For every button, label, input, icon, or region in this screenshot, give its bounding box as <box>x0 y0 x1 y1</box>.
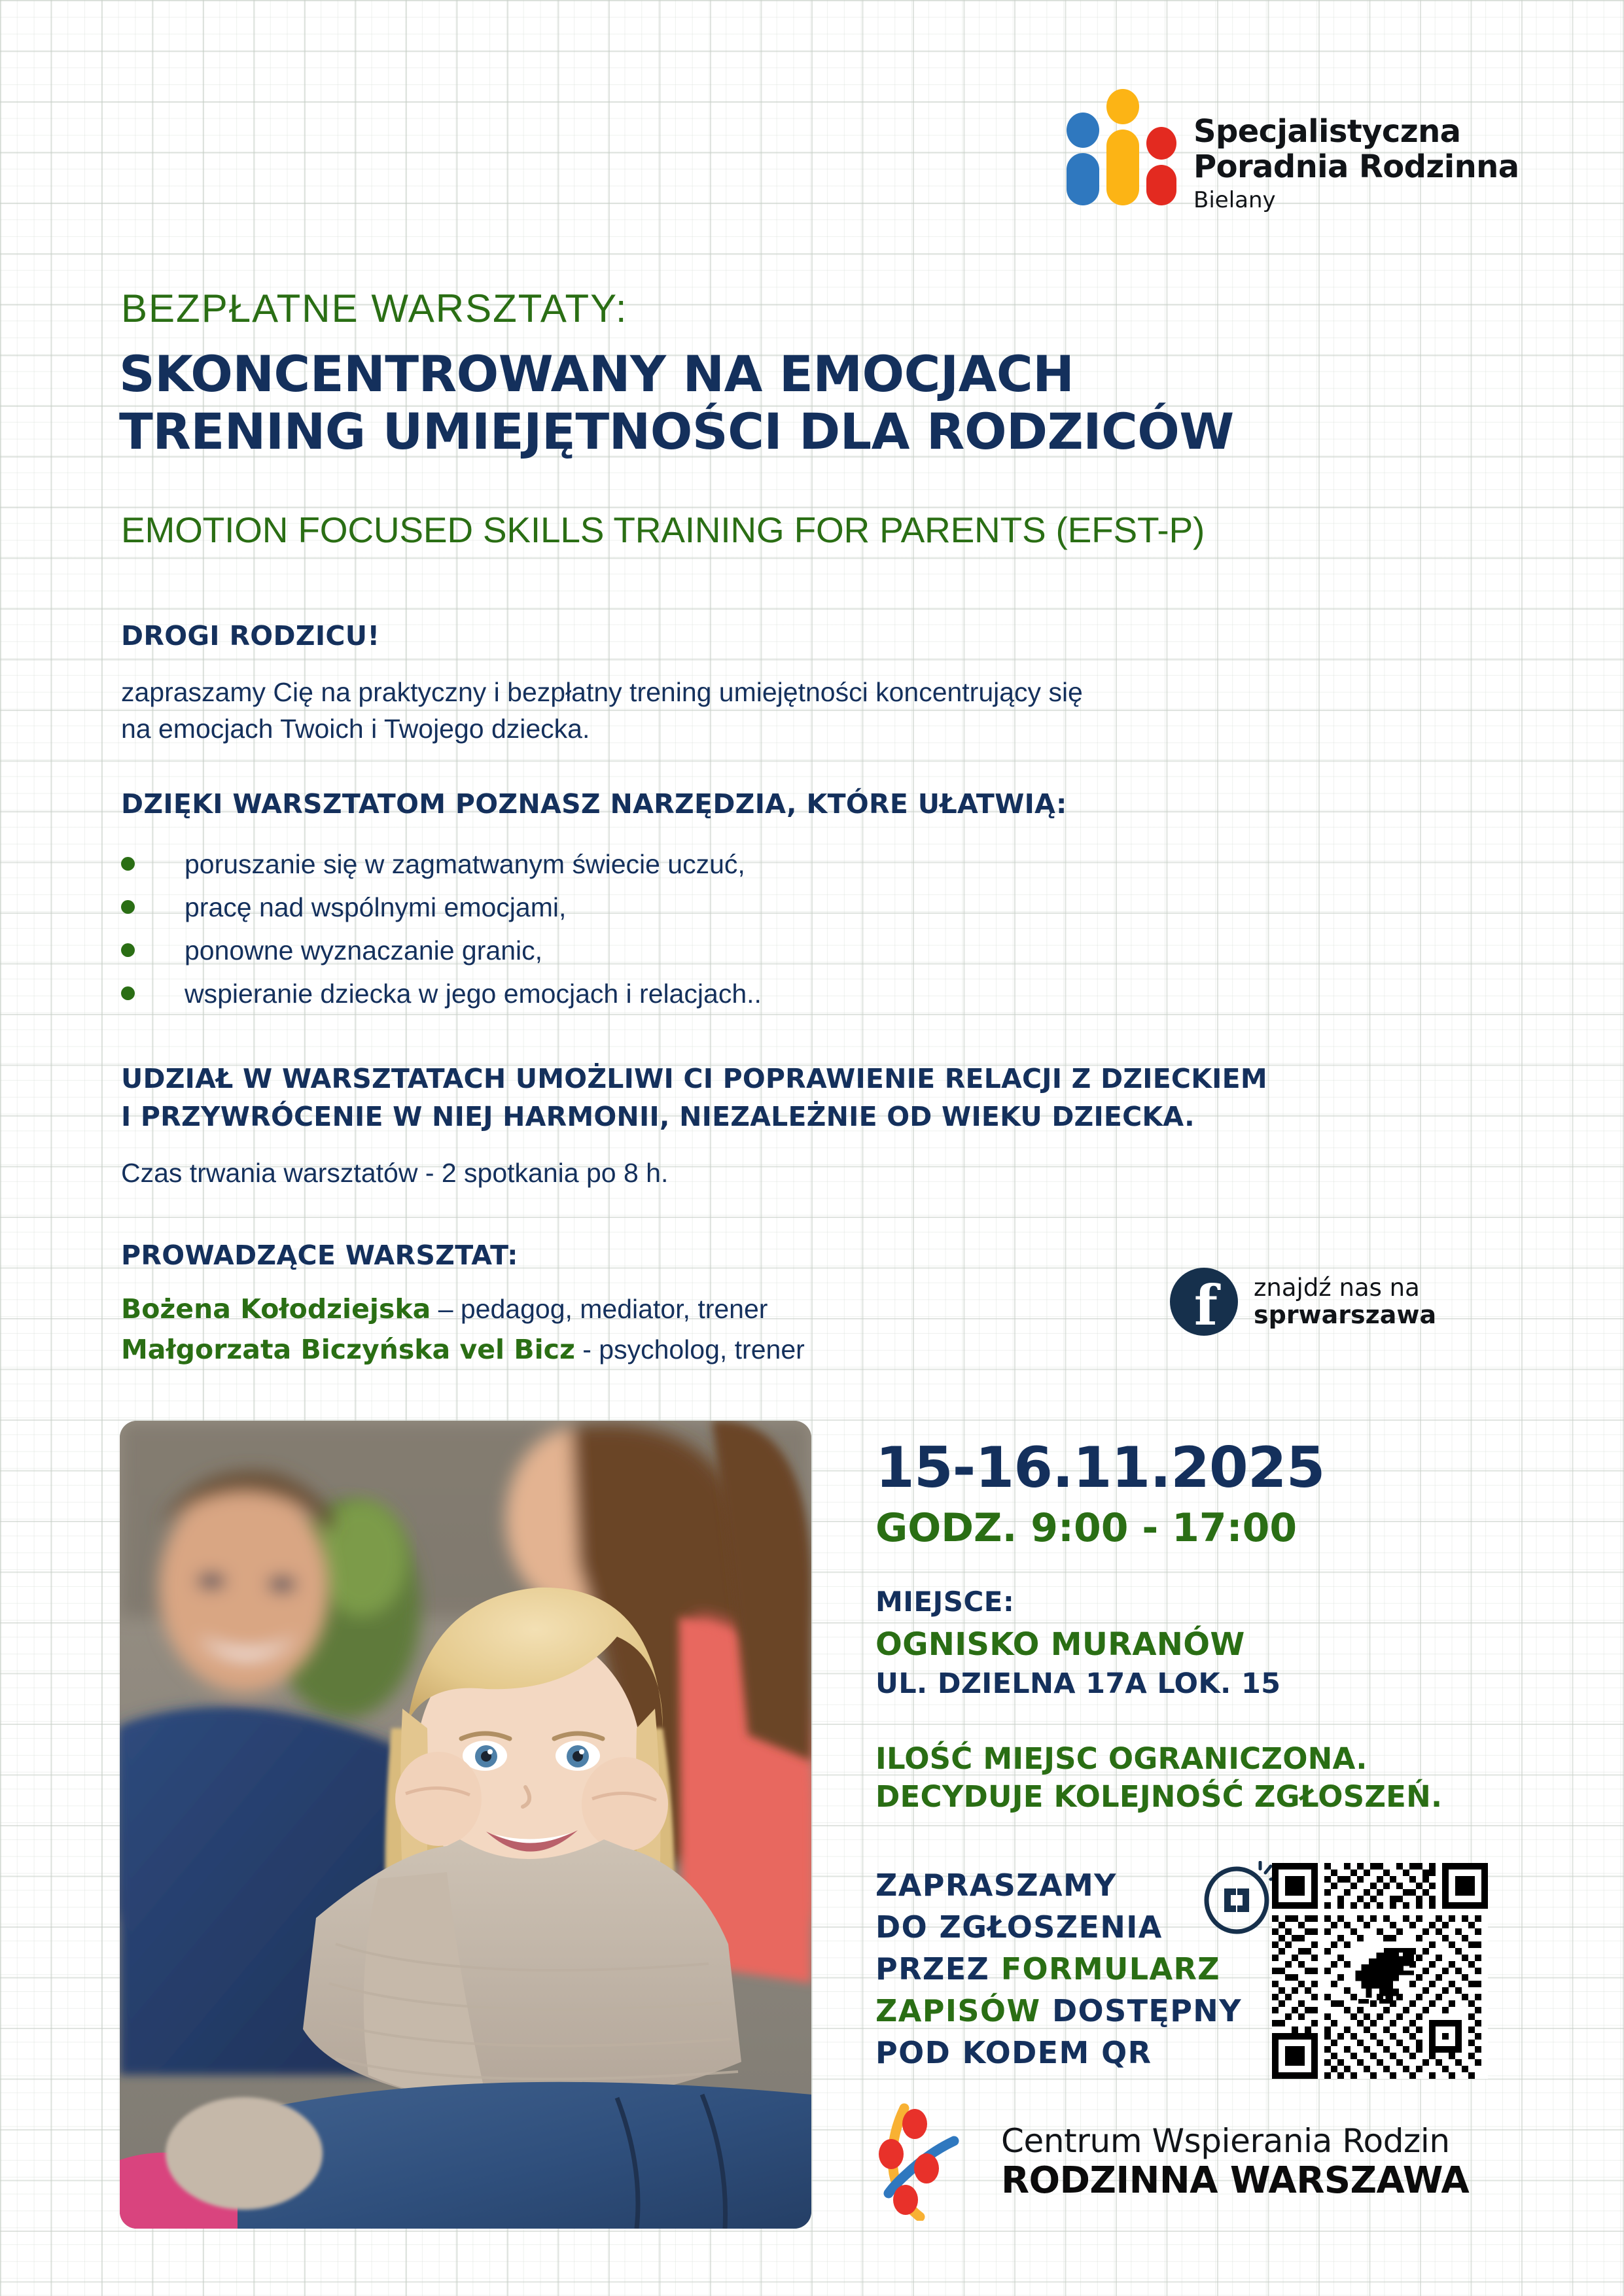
logo-line-1: Specjalistyczna <box>1193 113 1461 150</box>
benefit-line-1: UDZIAŁ W WARSZTATACH UMOŻLIWI CI POPRAWIENIE RELACJI Z DZIECKIEM <box>121 1063 1267 1094</box>
cta-line-3-a: PRZEZ <box>875 1951 1001 1987</box>
list-item-label: pracę nad wspólnymi emocjami, <box>185 892 567 922</box>
bullet-dot-icon <box>121 857 135 871</box>
page-title <box>119 345 1234 461</box>
logo-wordmark <box>1193 110 1519 215</box>
logo-line-3: Bielany <box>1193 187 1276 213</box>
page-subtitle: EMOTION FOCUSED SKILLS TRAINING FOR PARENTS (EFST-P) <box>121 510 1205 550</box>
limited-places-notice <box>875 1740 1442 1816</box>
cta-line-4-b: DOSTĘPNY <box>1040 1993 1242 2028</box>
trainer-row <box>121 1329 805 1370</box>
event-dates: 15-16.11.2025 <box>875 1435 1325 1501</box>
trainers-heading: PROWADZĄCE WARSZTAT: <box>121 1240 518 1271</box>
list-item <box>121 887 762 930</box>
place-name: OGNISKO MURANÓW <box>875 1626 1245 1663</box>
place-label: MIEJSCE: <box>875 1586 1015 1618</box>
trainer-name: Małgorzata Biczyńska vel Bicz <box>121 1334 575 1365</box>
cta-line-1: ZAPRASZAMY <box>875 1868 1117 1903</box>
bullet-dot-icon <box>121 943 135 957</box>
benefits-list <box>121 844 762 1017</box>
figure-red-icon <box>1146 127 1176 205</box>
cta-line-3-b: FORMULARZ <box>1000 1951 1221 1987</box>
qr-scan-icon <box>1200 1861 1279 1939</box>
cta-line-4 <box>875 1990 1242 2032</box>
intro-line-1: zapraszamy Cię na praktyczny i bezpłatny trening umiejętności koncentrujący się <box>121 677 1083 707</box>
trainer-role: - psycholog, trener <box>574 1334 805 1365</box>
event-hours: GODZ. 9:00 - 17:00 <box>875 1505 1297 1551</box>
facebook-text <box>1254 1274 1436 1329</box>
bottom-logo-line-2: RODZINNA WARSZAWA <box>1001 2159 1470 2202</box>
eyebrow-label: BEZPŁATNE WARSZTATY: <box>121 287 628 330</box>
centrum-wspierania-rodzin-logo <box>877 2103 1469 2221</box>
limited-line-2: DECYDUJE KOLEJNOŚĆ ZGŁOSZEŃ. <box>875 1779 1443 1814</box>
trainer-name: Bożena Kołodziejska <box>121 1293 431 1325</box>
qr-code[interactable] <box>1272 1863 1488 2079</box>
title-line-1: SKONCENTROWANY NA EMOCJACH <box>119 345 1074 403</box>
facebook-icon[interactable]: f <box>1170 1268 1238 1336</box>
trainer-role: – pedagog, mediator, trener <box>431 1294 768 1324</box>
list-item-label: wspieranie dziecka w jego emocjach i relacjach.. <box>185 979 762 1009</box>
cta-line-3 <box>875 1948 1242 1990</box>
specjalistyczna-poradnia-rodzinna-logo <box>1067 110 1519 215</box>
limited-line-1: ILOŚĆ MIEJSC OGRANICZONA. <box>875 1741 1368 1776</box>
list-item <box>121 930 762 973</box>
bullet-dot-icon <box>121 900 135 914</box>
benefit-statement <box>121 1060 1267 1136</box>
cta-line-2: DO ZGŁOSZENIA <box>875 1909 1163 1945</box>
facebook-handle: sprwarszawa <box>1254 1300 1437 1330</box>
bullet-dot-icon <box>121 986 135 1000</box>
facebook-block[interactable] <box>1170 1268 1436 1336</box>
rodzinna-warszawa-mark-icon <box>877 2103 981 2221</box>
list-item-label: poruszanie się w zagmatwanym świecie uczuć, <box>185 849 745 879</box>
three-figures-icon <box>1067 110 1176 205</box>
list-item-label: ponowne wyznaczanie granic, <box>185 935 542 965</box>
benefit-line-2: I PRZYWRÓCENIE W NIEJ HARMONII, NIEZALEŻNIE OD WIEKU DZIECKA. <box>121 1101 1195 1132</box>
figure-blue-icon <box>1067 113 1099 205</box>
tools-heading: DZIĘKI WARSZTATOM POZNASZ NARZĘDZIA, KTÓRE UŁATWIĄ: <box>121 788 1067 820</box>
trainers-list <box>121 1289 805 1370</box>
family-photo <box>120 1421 811 2229</box>
intro-line-2: na emocjach Twoich i Twojego dziecka. <box>121 714 590 744</box>
intro-paragraph <box>121 674 1397 747</box>
cta-line-4-a: ZAPISÓW <box>875 1993 1041 2028</box>
list-item <box>121 973 762 1017</box>
bottom-logo-line-1: Centrum Wspierania Rodzin <box>1001 2122 1450 2160</box>
title-line-2: TRENING UMIEJĘTNOŚCI DLA RODZICÓW <box>119 402 1234 461</box>
list-item <box>121 844 762 887</box>
salutation: DROGI RODZICU! <box>121 620 380 652</box>
place-address: UL. DZIELNA 17A LOK. 15 <box>875 1667 1281 1700</box>
cta-line-5: POD KODEM QR <box>875 2035 1152 2070</box>
trainer-row <box>121 1289 805 1329</box>
facebook-prompt: znajdź nas na <box>1254 1274 1420 1302</box>
duration-text: Czas trwania warsztatów - 2 spotkania po 8 h. <box>121 1158 669 1188</box>
figure-yellow-icon <box>1106 89 1139 205</box>
logo-line-2: Poradnia Rodzinna <box>1193 148 1519 185</box>
bottom-logo-words <box>1001 2122 1469 2202</box>
registration-cta <box>875 1864 1242 2074</box>
